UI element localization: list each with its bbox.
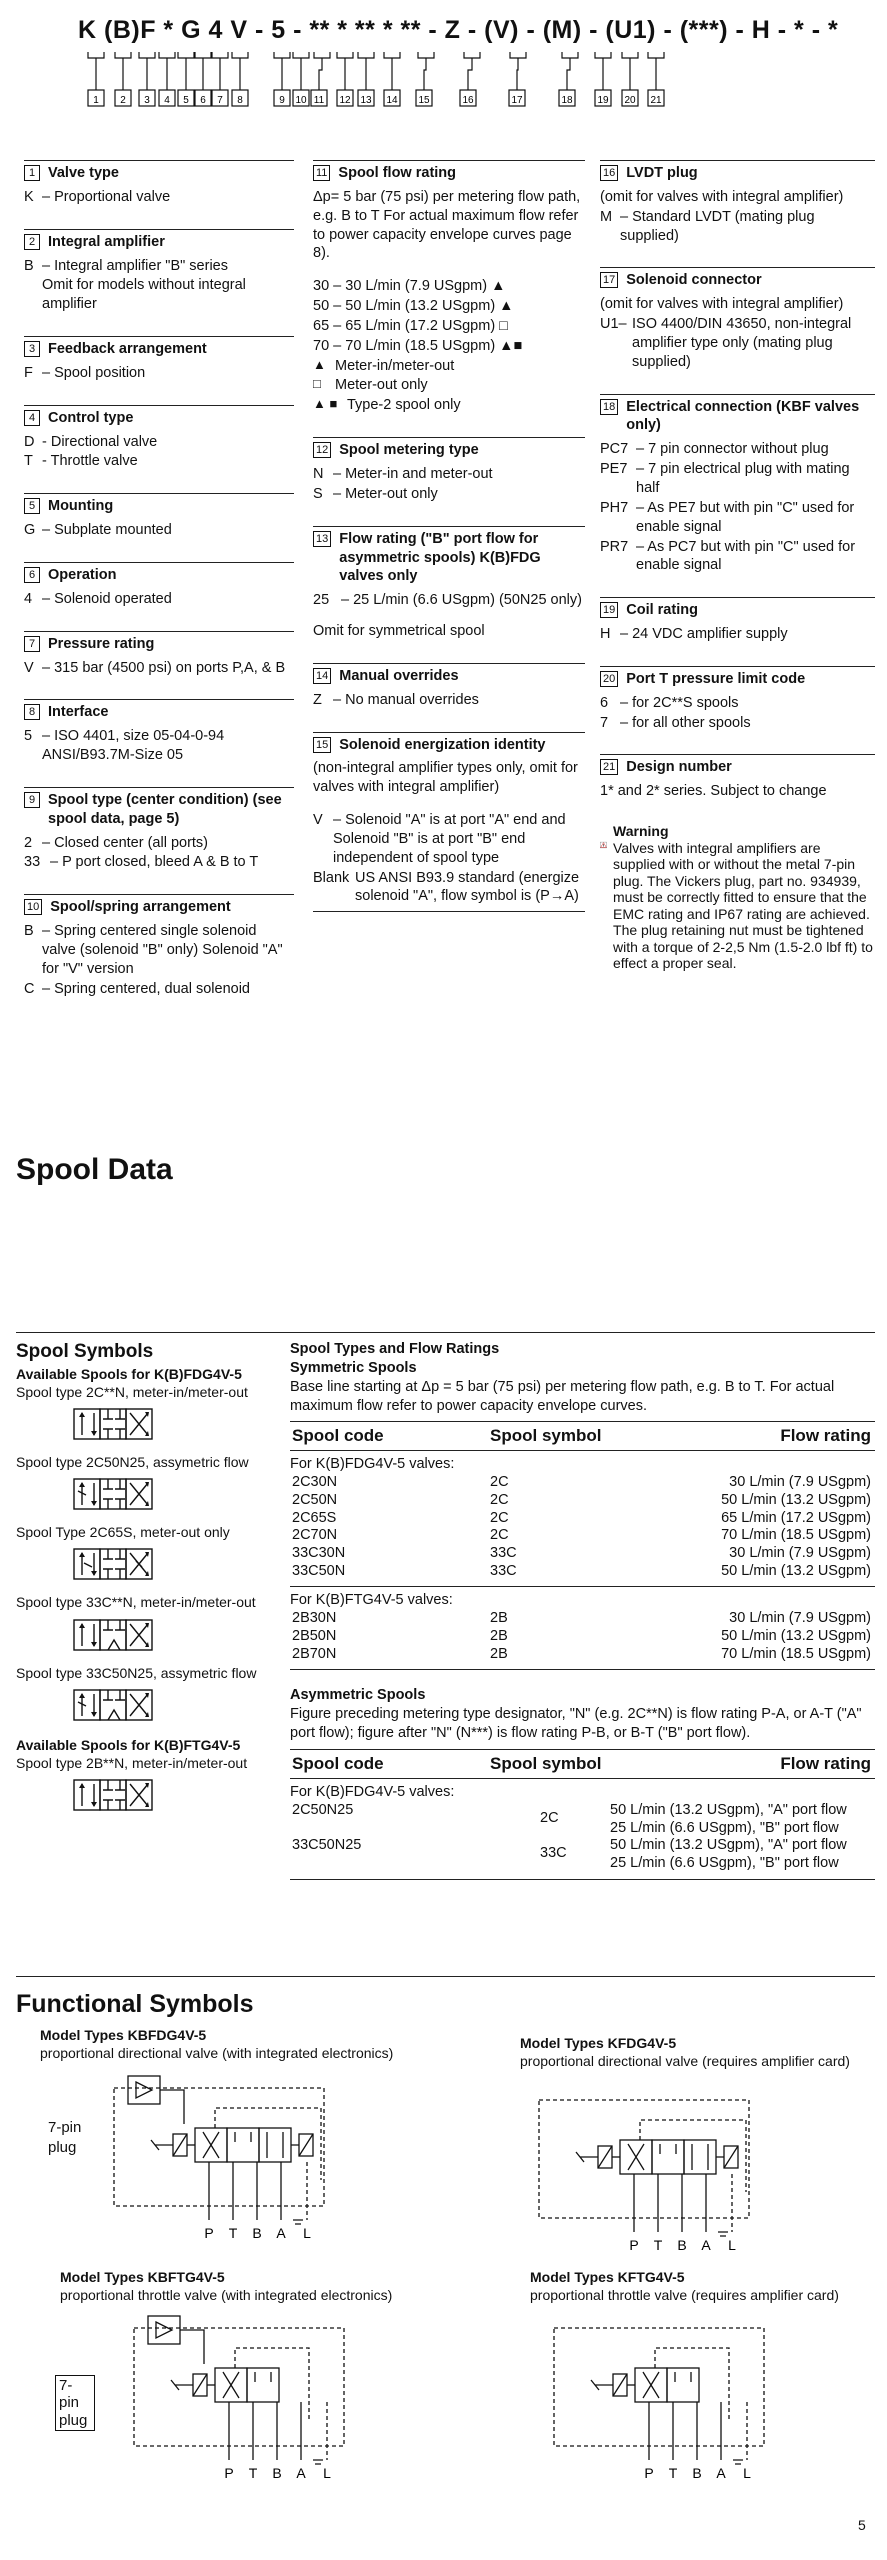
- position-box: [195, 90, 211, 106]
- section-electrical-connection: 18 Electrical connection (KBF valves only) PC7 – 7 pin connector without plug PE7 – 7 pin electrical plug with mating half PH7 – As PE7 but with pin "C" used for enable signal PR7 – As PC7 but with pin "C" used for enable signal: [600, 394, 875, 576]
- section-title: Valve type: [48, 165, 119, 181]
- svg-text:6: 6: [200, 95, 206, 106]
- port-label: L: [743, 2465, 751, 2481]
- table-row: 2C50N 2C 50 L/min (13.2 USgpm): [292, 1492, 871, 1508]
- spool-symbol-2c65s: [68, 1545, 158, 1585]
- flow-ratings-section: Spool Types and Flow Ratings Symmetric Spools Base line starting at Δp = 5 bar (75 psi) per metering flow path, e.g. B to T. For actual maximum flow refer to power capacity envelope curves. Spool code Spool symbol Flow rating For K(B)FDG4V-5 valves: 2C30N 2C 30 L/min (7.9 USgpm) 2C50N 2C 50 L/min (13.2 USgpm) 2C65S 2C 65 L/min (17.2 USgpm) 2C70N 2C 70 L/min (18.5 USgpm) 33C30N 33C 30 L/min (7.9 USgpm) 33C50N 33C 50 L/min (13.2 USgpm) For K(B)FTG4V-5 valves: 2B30N 2B 30 L/min (7.9 USgpm) 2B50N 2B 50 L/min (13.2 USgpm) 2B70N 2B 70 L/min (18.5 USgpm) Asymmetric Spools Figure preceding metering type designator, "N" (e.g. 2C**N) is flow rating P-A, or A-T ("A" port flow); figure after "N" (N***) is flow rating P-B, or B-T ("B" port flow). Spool code Spool symbol Flow rating For K(B)FDG4V-5 valves: 2C50N25 2C 50 L/min (13.2 USgpm), "A" port flow 25 L/min (6.6 USgpm), "B" port flow 33C50N25 33C 50 L/min (13.2 USgpm), "A" port flow 25 L/min (6.6 USgpm), "B" port flow: [290, 1340, 875, 1880]
- table-header: Spool code Spool symbol Flow rating: [290, 1421, 875, 1451]
- position-box: [337, 90, 353, 106]
- svg-text:15: 15: [418, 95, 430, 106]
- ftg-spool-table: For K(B)FTG4V-5 valves: 2B30N 2B 30 L/min (7.9 USgpm) 2B50N 2B 50 L/min (13.2 USgpm) 2B70N 2B 70 L/min (18.5 USgpm): [290, 1587, 875, 1670]
- section-title: Interface: [48, 704, 109, 721]
- svg-text:16: 16: [462, 95, 474, 106]
- section-title: Control type: [48, 409, 134, 426]
- option-line: Omit for models without integral amplifier: [42, 277, 246, 313]
- spool-data-heading: Spool Data: [16, 1153, 173, 1186]
- position-box: [311, 90, 327, 106]
- section-number: 3: [24, 341, 40, 357]
- section-flow-rating-b-port: 13 Flow rating ("B" port flow for asymmetric spools) K(B)FDG valves only 25 – 25 L/min (6.6 USgpm) (50N25 only) Omit for symmetrical spool: [313, 526, 585, 641]
- table-row: 33C30N 33C 30 L/min (7.9 USgpm): [292, 1545, 871, 1562]
- spool-symbols-list: Spool Symbols Available Spools for K(B)FDG4V-5 Spool type 2C**N, meter-in/meter-out Spool type 2C50N25, assymetric flow Spool Type 2C65S, meter-out only Spool type 33C**N, meter-in/meter-out Spool type 33C50N25, assymetric flow Available Spools for K(B)FTG4V-5 Spool type 2B**N, meter-in/meter-out: [16, 1340, 281, 1824]
- model-code-diagram: [0, 0, 887, 125]
- ordering-column-2: [313, 160, 585, 934]
- svg-text:5: 5: [183, 95, 189, 106]
- section-number: 2: [24, 234, 40, 250]
- section-solenoid-connector: 17 Solenoid connector (omit for valves with integral amplifier) U1– ISO 4400/DIN 43650, non-integral amplifier type only (mating plug supplied): [600, 267, 875, 371]
- section-spool-flow-rating: 11 Spool flow rating Δp= 5 bar (75 psi) per metering flow path, e.g. B to T For actual maximum flow refer to power capacity envelope curves page 8). 30 – 30 L/min (7.9 USgpm) ▲ 50 – 50 L/min (13.2 USgpm) ▲ 65 – 65 L/min (17.2 USgpm) □ 70 – 70 L/min (18.5 USgpm) ▲■ ▲ Meter-in/meter-out □ Meter-out only ▲ ■ Type-2 spool only: [313, 160, 585, 415]
- option-line: B – Spring centered single solenoid valve (solenoid "B" only) Solenoid "A" for "V" version: [24, 923, 283, 977]
- section-number: 7: [24, 636, 40, 652]
- position-box: [274, 90, 290, 106]
- table-row: 33C50N 33C 50 L/min (13.2 USgpm): [292, 1562, 871, 1579]
- model-kbfdg4v5: Model Types KBFDG4V-5 proportional directional valve (with integrated electronics): [40, 2027, 394, 2062]
- position-box: [460, 90, 476, 106]
- option-line: B – Integral amplifier "B" series: [24, 257, 228, 274]
- ordering-column-1: [24, 160, 294, 1020]
- position-box: [212, 90, 228, 106]
- option-line: G – Subplate mounted: [24, 522, 172, 539]
- port-label: T: [228, 2225, 238, 2241]
- asym-spool-table: For K(B)FDG4V-5 valves: 2C50N25 2C 50 L/min (13.2 USgpm), "A" port flow 25 L/min (6.6 USgpm), "B" port flow 33C50N25 33C 50 L/min (13.2 USgpm), "A" port flow 25 L/min (6.6 USgpm), "B" port flow: [290, 1779, 875, 1880]
- option-line: K – Proportional valve: [24, 188, 171, 205]
- table-row: 33C50N25 33C 50 L/min (13.2 USgpm), "A" port flow 25 L/min (6.6 USgpm), "B" port flow: [292, 1837, 847, 1871]
- section-title: Spool type (center condition) (see spool data, page 5): [48, 791, 282, 827]
- port-label: L: [728, 2237, 736, 2253]
- svg-text:19: 19: [597, 95, 609, 106]
- model-code: K (B)F * G 4 V - 5 - ** * ** * ** - Z - (V) - (M) - (U1) - (***) - H - * - *: [78, 16, 839, 44]
- table-row: 2C70N 2C 70 L/min (18.5 USgpm): [292, 1527, 871, 1544]
- position-box: [293, 90, 309, 106]
- warning-text: Valves with integral amplifiers are supplied with or without the metal 7-pin plug. The Vickers plug, part no. 934939, must be correctly fitted to ensure that the EMC rating and IP67 rating are achieved. The plug retaining nut must be tightened with a torque of 2-2,5 Nm (1.5-2.0 lbf ft) to effect a proper seal.: [613, 839, 873, 972]
- port-label: L: [323, 2465, 331, 2481]
- section-number: 8: [24, 704, 40, 720]
- section-8: [24, 699, 294, 765]
- page-number: 5: [858, 2517, 866, 2533]
- section-number: 1: [24, 165, 40, 181]
- svg-text:12: 12: [339, 95, 351, 106]
- position-box: [159, 90, 175, 106]
- port-label: B: [272, 2465, 282, 2481]
- svg-text:13: 13: [360, 95, 372, 106]
- svg-text:18: 18: [561, 95, 573, 106]
- schematic-kftg4v5: [540, 2310, 780, 2490]
- port-label: A: [716, 2465, 726, 2481]
- section-coil-rating: 19 Coil rating H – 24 VDC amplifier supply: [600, 597, 875, 644]
- section-lvdt-plug: 16 LVDT plug (omit for valves with integral amplifier) M – Standard LVDT (mating plug supplied): [600, 160, 875, 245]
- section-design-number: 21 Design number 1* and 2* series. Subject to change: [600, 754, 875, 801]
- port-label: B: [252, 2225, 262, 2241]
- section-title: Operation: [48, 566, 117, 583]
- schematic-kbfdg4v5: [100, 2070, 340, 2250]
- section-7: [24, 631, 294, 678]
- ordering-column-3: [600, 160, 875, 972]
- option-line: D - Directional valve: [24, 433, 158, 450]
- section-number: 5: [24, 498, 40, 514]
- port-label: A: [276, 2225, 286, 2241]
- schematic-kfdg4v5: [525, 2082, 765, 2262]
- model-kbftg4v5: Model Types KBFTG4V-5 proportional throttle valve (with integrated electronics): [60, 2269, 393, 2304]
- svg-text:9: 9: [279, 95, 285, 106]
- table-row: 2B30N 2B 30 L/min (7.9 USgpm): [292, 1610, 871, 1627]
- option-line: T - Throttle valve: [24, 453, 138, 470]
- section-6: [24, 562, 294, 609]
- table-row: 2C30N 2C 30 L/min (7.9 USgpm): [292, 1474, 871, 1491]
- port-label: P: [204, 2225, 214, 2241]
- svg-text:1: 1: [93, 95, 99, 106]
- section-number: 6: [24, 567, 40, 583]
- port-label: B: [677, 2237, 687, 2253]
- port-label: T: [668, 2465, 678, 2481]
- svg-text:8: 8: [237, 95, 243, 106]
- svg-text:14: 14: [386, 95, 398, 106]
- section-spool-metering-type: 12 Spool metering type N – Meter-in and meter-out S – Meter-out only: [313, 437, 585, 504]
- port-label: A: [701, 2237, 711, 2253]
- option-line: 33 – P port closed, bleed A & B to T: [24, 854, 259, 871]
- table-row: 2C65S 2C 65 L/min (17.2 USgpm): [292, 1509, 871, 1526]
- svg-text:10: 10: [295, 95, 307, 106]
- flow-ratings-title: Spool Types and Flow Ratings: [290, 1341, 500, 1357]
- section-title: Spool flow rating: [338, 165, 457, 181]
- section-title: Pressure rating: [48, 635, 155, 652]
- svg-text:17: 17: [511, 95, 523, 106]
- port-label: P: [224, 2465, 234, 2481]
- table-row: 2B70N 2B 70 L/min (18.5 USgpm): [292, 1645, 871, 1662]
- option-line: 5 – ISO 4401, size 05-04-0-94 ANSI/B93.7M-Size 05: [24, 728, 225, 764]
- spool-symbol-33c50n25: [68, 1686, 158, 1726]
- asym-table-header: Spool code Spool symbol Flow rating: [290, 1749, 875, 1779]
- section-title: Spool/spring arrangement: [50, 899, 231, 916]
- section-title: Integral amplifier: [48, 233, 165, 250]
- position-box: [622, 90, 638, 106]
- table-row: 2C50N25 2C 50 L/min (13.2 USgpm), "A" port flow 25 L/min (6.6 USgpm), "B" port flow: [292, 1801, 847, 1836]
- section-manual-overrides: 14 Manual overrides Z – No manual overrides: [313, 663, 585, 710]
- svg-text:20: 20: [624, 95, 636, 106]
- model-kfdg4v5: Model Types KFDG4V-5 proportional directional valve (requires amplifier card): [520, 2035, 850, 2070]
- section-9: [24, 787, 294, 872]
- position-box: [559, 90, 575, 106]
- position-box: [178, 90, 194, 106]
- section-10: [24, 894, 294, 998]
- position-box: [384, 90, 400, 106]
- svg-text:3: 3: [144, 95, 150, 106]
- model-kftg4v5: Model Types KFTG4V-5 proportional throttle valve (requires amplifier card): [530, 2269, 839, 2304]
- spool-symbol-33cn: [68, 1616, 158, 1656]
- position-box: [88, 90, 104, 106]
- section-port-t-pressure: 20 Port T pressure limit code 6 – for 2C**S spools 7 – for all other spools: [600, 666, 875, 733]
- position-box: [232, 90, 248, 106]
- plug-label-2: 7-pin plug: [55, 2375, 95, 2431]
- spool-symbol-2c50n25: [68, 1475, 158, 1515]
- option-line: C – Spring centered, dual solenoid: [24, 980, 250, 997]
- position-box: [595, 90, 611, 106]
- plug-label-1: 7-pin plug: [48, 2119, 82, 2156]
- position-box: [416, 90, 432, 106]
- table-row: 2B50N 2B 50 L/min (13.2 USgpm): [292, 1627, 871, 1644]
- position-box: [139, 90, 155, 106]
- section-title: Feedback arrangement: [48, 341, 207, 358]
- section-number: 10: [24, 899, 42, 915]
- position-box: [358, 90, 374, 106]
- position-box: [115, 90, 131, 106]
- svg-text:2: 2: [120, 95, 126, 106]
- svg-text:11: 11: [313, 95, 325, 106]
- option-line: 2 – Closed center (all ports): [24, 834, 209, 851]
- section-solenoid-energization: 15 Solenoid energization identity (non-integral amplifier types only, omit for valves with integral amplifier) V – Solenoid "A" is at port "A" end and Solenoid "B" is at port "B" end independent of spool type Blank US ANSI B93.9 standard (energize solenoid "A", flow symbol is (P→A): [313, 732, 585, 913]
- spool-symbols-title: Spool Symbols: [16, 1341, 154, 1362]
- section-3: [24, 336, 294, 383]
- section-2: [24, 229, 294, 314]
- position-box: [509, 90, 525, 106]
- warning-triangle-icon: [600, 823, 607, 867]
- port-label: T: [653, 2237, 663, 2253]
- section-1: [24, 160, 294, 207]
- svg-text:7: 7: [217, 95, 223, 106]
- port-label: T: [248, 2465, 258, 2481]
- warning-box: [600, 823, 875, 972]
- option-line: F – Spool position: [24, 364, 146, 381]
- spool-symbol-2bn: [68, 1776, 158, 1816]
- warning-title: Warning: [613, 823, 669, 840]
- section-number: 4: [24, 410, 40, 426]
- position-box: [648, 90, 664, 106]
- port-label: A: [296, 2465, 306, 2481]
- section-title: Mounting: [48, 498, 114, 515]
- spool-symbol-2cn: [68, 1405, 158, 1445]
- option-line: 4 – Solenoid operated: [24, 590, 172, 607]
- option-line: V – 315 bar (4500 psi) on ports P,A, & B: [24, 659, 286, 676]
- svg-text:21: 21: [650, 95, 662, 106]
- port-label: P: [644, 2465, 654, 2481]
- svg-text:4: 4: [164, 95, 170, 106]
- section-4: [24, 405, 294, 472]
- port-label: L: [303, 2225, 311, 2241]
- fdg-spool-table: For K(B)FDG4V-5 valves: 2C30N 2C 30 L/min (7.9 USgpm) 2C50N 2C 50 L/min (13.2 USgpm) 2C65S 2C 65 L/min (17.2 USgpm) 2C70N 2C 70 L/min (18.5 USgpm) 33C30N 33C 30 L/min (7.9 USgpm) 33C50N 33C 50 L/min (13.2 USgpm): [290, 1451, 875, 1587]
- section-5: [24, 493, 294, 540]
- schematic-kbftg4v5: [120, 2310, 360, 2490]
- section-number: 9: [24, 792, 40, 808]
- port-label: P: [629, 2237, 639, 2253]
- functional-symbols-heading: Functional Symbols: [16, 1990, 254, 2018]
- port-label: B: [692, 2465, 702, 2481]
